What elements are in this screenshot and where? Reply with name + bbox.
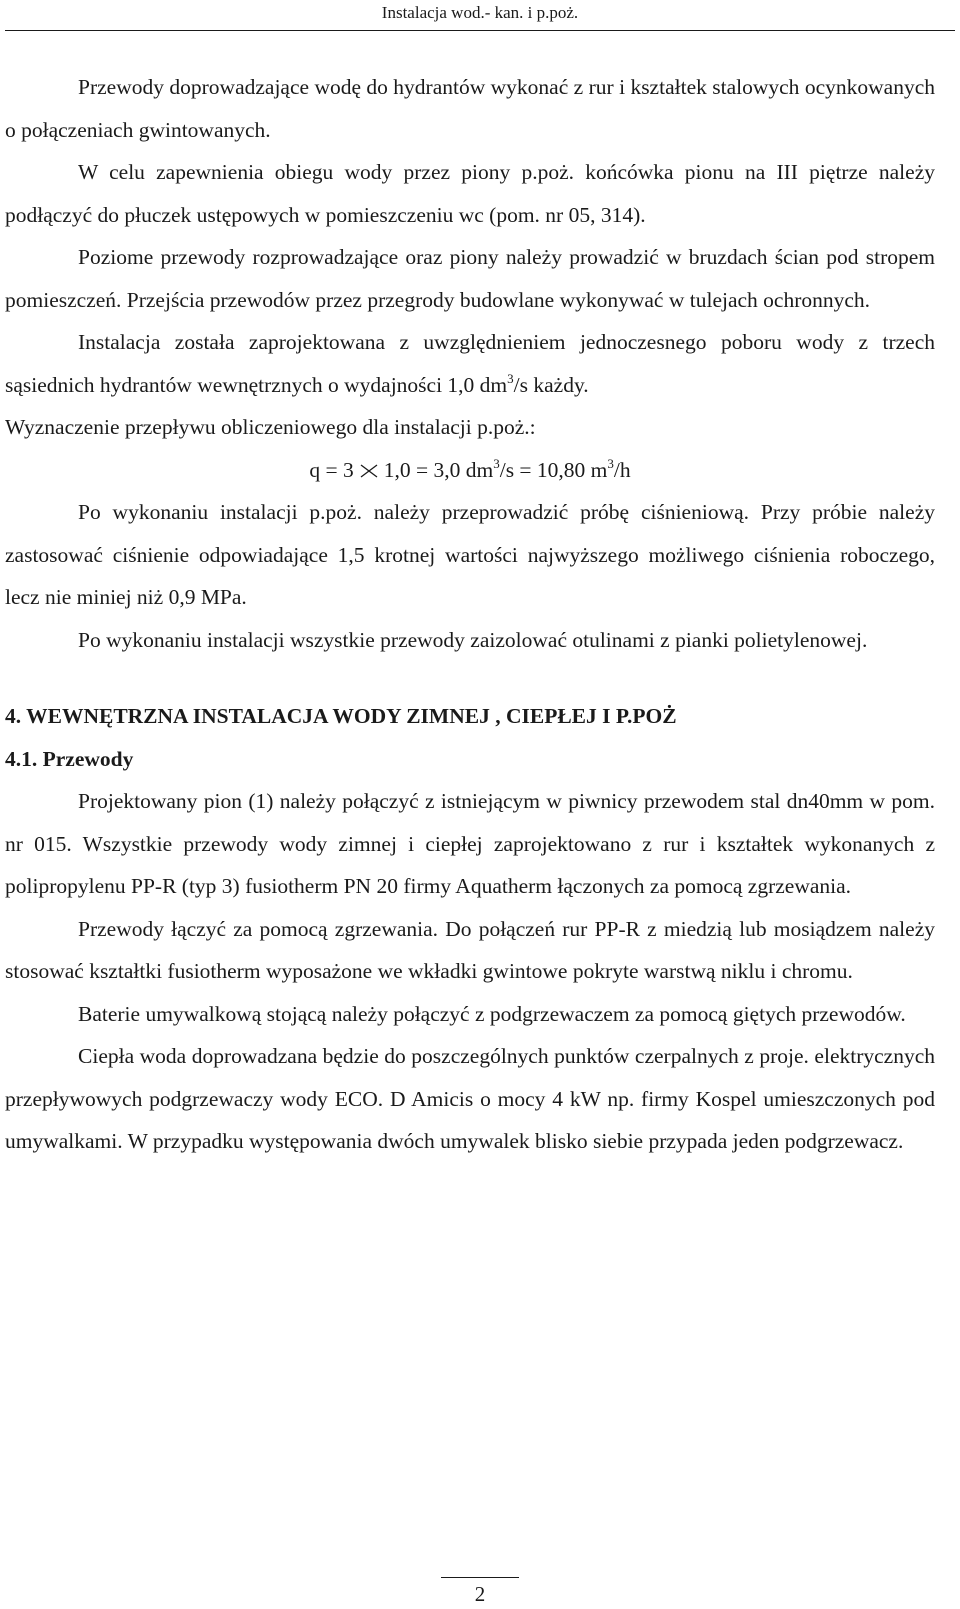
header-divider [5, 30, 955, 31]
formula-superscript-1: 3 [493, 455, 500, 471]
paragraph-flow-calculation: Wyznaczenie przepływu obliczeniowego dla instalacji p.poż.: [5, 415, 536, 439]
paragraph-faucet-connection: Baterie umywalkową stojącą należy połączyć z podgrzewaczem za pomocą giętych przewodów. [78, 1001, 906, 1026]
footer-divider [441, 1577, 519, 1578]
subsection-heading: 4.1. Przewody [5, 746, 134, 771]
document-body [5, 66, 935, 1163]
formula-superscript-2: 3 [607, 455, 614, 471]
paragraph-riser-connection: Projektowany pion (1) należy połączyć z istniejącym w piwnicy przewodem stal dn40mm w pom. nr 015. Wszystkie przewody wody zimnej i ciepłej zaprojektowano z rur i kształtek wykonanych z polipropylenu PP-R (typ 3) fusiotherm PN 20 firmy Aquatherm łączonych za pomocą zgrzewania. [5, 789, 935, 898]
paragraph-hydrant-pipes: Przewody doprowadzające wodę do hydrantów wykonać z rur i kształtek stalowych ocynkowanych o połączeniach gwintowanych. [5, 75, 935, 142]
page-number: 2 [474, 1582, 486, 1606]
paragraph-pressure-test: Po wykonaniu instalacji p.poż. należy przeprowadzić próbę ciśnieniową. Przy próbie należy zastosować ciśnienie odpowiadające 1,5 krotnej wartości najwyższego możliwego ciśnienia roboczego, lecz nie miniej niż 0,9 MPa. [5, 500, 935, 609]
section-heading: 4. WEWNĘTRZNA INSTALACJA WODY ZIMNEJ , CIEPŁEJ I P.POŻ [5, 704, 677, 728]
times-icon [358, 463, 380, 479]
paragraph-water-circulation: W celu zapewnienia obiegu wody przez piony p.poż. końcówka pionu na III piętrze należy podłączyć do płuczek ustępowych w pomieszczeniu wc (pom. nr 05, 314). [5, 160, 935, 227]
paragraph-hot-water: Ciepła woda doprowadzana będzie do poszczególnych punktów czerpalnych z proje. elektrycznych przepływowych podgrzewaczy wody ECO. D Amicis o mocy 4 kW np. firmy Kospel umieszczonych pod umywalkami. W przypadku występowania dwóch umywalek blisko siebie przypada jeden podgrzewacz. [5, 1044, 935, 1153]
flow-formula [5, 449, 935, 492]
paragraph-insulation: Po wykonaniu instalacji wszystkie przewody zaizolować otulinami z pianki polietylenowej. [78, 627, 868, 652]
paragraph-welding: Przewody łączyć za pomocą zgrzewania. Do połączeń rur PP-R z miedzią lub mosiądzem należy stosować kształtki fusiotherm wyposażone we wkładki gwintowe pokryte warstwą niklu i chromu. [5, 916, 935, 983]
paragraph-horizontal-pipes: Poziome przewody rozprowadzające oraz piony należy prowadzić w bruzdach ścian pod stropem pomieszczeń. Przejścia przewodów przez przegrody budowlane wykonywać w tulejach ochronnych. [5, 245, 935, 312]
design-superscript: 3 [507, 370, 514, 386]
design-tail: /s każdy. [513, 372, 589, 397]
formula-middle-2: /s = 10,80 m [499, 457, 608, 482]
formula-tail: /h [613, 457, 631, 482]
formula-lhs: q = 3 [309, 457, 354, 482]
design-text: Instalacja została zaprojektowana z uwzględnieniem jednoczesnego poboru wody z trzech sąsiednich hydrantów wewnętrznych o wydajności 1,0 dm [5, 330, 935, 397]
paragraph-design-assumption [5, 321, 935, 406]
running-header: Instalacja wod.- kan. i p.poż. [381, 3, 579, 22]
formula-middle: 1,0 = 3,0 dm [383, 457, 494, 482]
